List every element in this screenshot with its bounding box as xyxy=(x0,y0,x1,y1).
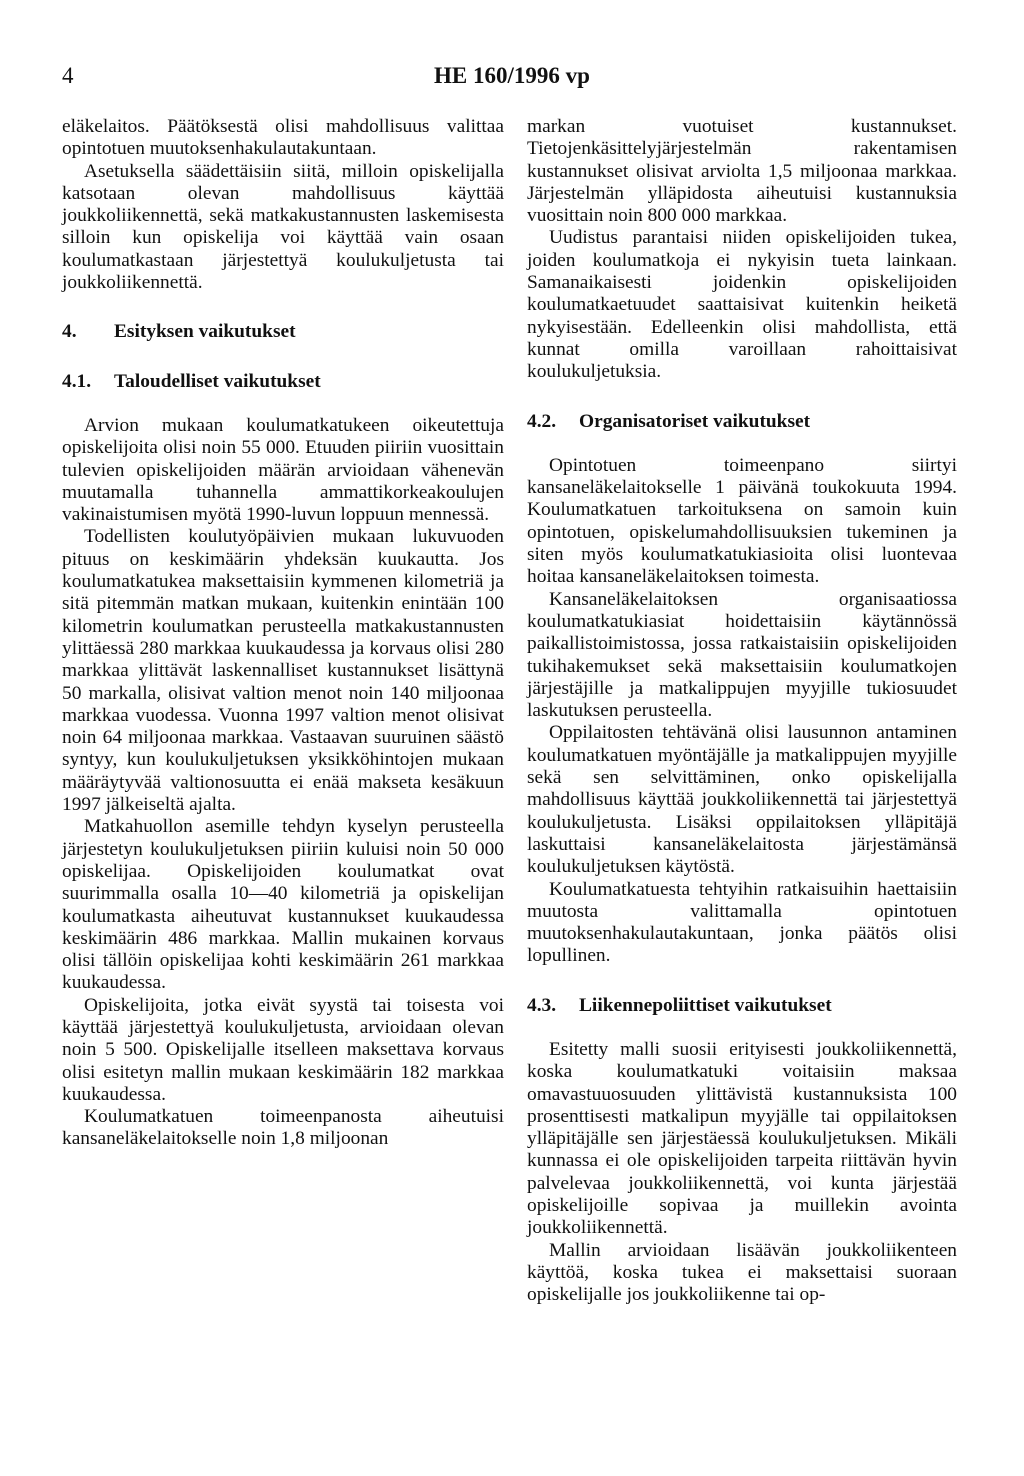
paragraph: Oppilaitosten tehtävänä olisi lausunnon antaminen koulumatkatuen myöntäjälle ja matkalippujen myyjille sekä sen selvittäminen, onko opiskelijalla mahdollisuus käyttää joukkoliikennettä tai järjestettyä koulukuljetusta. Lisäksi oppilaitoksen ylläpitäjä laskuttaisi kansaneläkelaitosta järjestämänsä koulukuljetuksen käytöstä. xyxy=(527,722,957,878)
paragraph: Arvion mukaan koulumatkatukeen oikeutettuja opiskelijoita olisi noin 55 000. Etuuden piiriin vuosittain tulevien opiskelijoiden määrän arvioidaan vähenevän muutamalla tuhannella ammattikorkeakoulujen vakinaistumisen myötä 1990-luvun loppuun mennessä. xyxy=(62,414,504,526)
paragraph: Kansaneläkelaitoksen organisaatiossa koulumatkatukiasiat hoidettaisiin käytännössä paikallistoimistossa, jossa ratkaistaisiin opiskelijoiden tukihakemukset sekä maksettaisiin koulumatkojen järjestäjille ja matkalippujen myyjille tukiosuudet laskutuksen perusteella. xyxy=(527,588,957,722)
paragraph: Koulumatkatuesta tehtyihin ratkaisuihin haettaisiin muutosta valittamalla opintotuen muutoksenhakulautakuntaan, jonka päätös olisi lopullinen. xyxy=(527,878,957,967)
paragraph: Asetuksella säädettäisiin siitä, milloin opiskelijalla katsotaan olevan mahdollisuus käyttää joukkoliikennettä, sekä matkakustannusten laskemisesta silloin kun opiskelija voi käyttää vain osaan koulumatkastaan järjestettyä koulukuljetusta tai joukkoliikennettä. xyxy=(62,160,504,294)
paragraph: Uudistus parantaisi niiden opiskelijoiden tukea, joiden koulumatkoja ei nykyisin tueta lainkaan. Samanaikaisesti joidenkin opiskelijoiden koulumatkaetuudet saattaisivat kuitenkin heiketä nykyisestään. Edelleenkin olisi mahdollista, että kunnat omilla varoillaan rahoittaisivat koulukuljetuksia. xyxy=(527,227,957,383)
section-title: Liikennepoliittiset vaikutukset xyxy=(579,994,832,1016)
paragraph: markan vuotuiset kustannukset. Tietojenkäsittelyjärjestelmän rakentamisen kustannukset olisivat arviolta 1,5 miljoonaa markkaa. Järjestelmän ylläpidosta aiheutuisi kustannuksia vuosittain noin 800 000 markkaa. xyxy=(527,116,957,227)
document-id: HE 160/1996 vp xyxy=(434,63,590,88)
section-heading xyxy=(62,321,504,343)
paragraph: Opintotuen toimeenpano siirtyi kansaneläkelaitokselle 1 päivänä toukokuuta 1994. Koulumatkatuen tarkoituksena on samoin kuin opintotuen, opiskelumahdollisuuksien tukeminen ja siten myös koulumatkatukiasioita olisi luontevaa hoitaa kansaneläkelaitoksen toimesta. xyxy=(527,454,957,588)
paragraph: Opiskelijoita, jotka eivät syystä tai toisesta voi käyttää järjestettyä koulukuljetusta, arvioidaan olevan noin 5 500. Opiskelijalle itselleen maksettava korvaus olisi esitetyn mallin mukaan keskimäärin 182 markkaa kuukaudessa. xyxy=(62,994,504,1105)
paragraph: Koulumatkatuen toimeenpanosta aiheutuisi kansaneläkelaitokselle noin 1,8 miljoonan xyxy=(62,1106,504,1150)
section-number: 4. xyxy=(62,321,77,343)
subsection-heading xyxy=(527,995,957,1017)
subsection-heading xyxy=(62,371,504,393)
paragraph: Mallin arvioidaan lisäävän joukkoliikenteen käyttöä, koska tukea ei maksettaisi suoraan opiskelijalle jos joukkoliikenne tai op- xyxy=(527,1239,957,1306)
section-number: 4.1. xyxy=(62,370,92,392)
section-number: 4.2. xyxy=(527,410,557,432)
subsection-heading xyxy=(527,411,957,433)
right-column xyxy=(527,116,957,1307)
paragraph: Esitetty malli suosii erityisesti joukkoliikennettä, koska koulumatkatuki voitaisiin maksaa omavastuuosuuden ylittävistä kustannuksista 100 prosenttisesti matkalipun myyjälle tai oppilaitoksen ylläpitäjälle sen järjestäessä koulukuljetuksen. Mikäli kunnassa ei ole opiskelijoiden tarpeita riittävän hyvin palvelevaa joukkoliikennettä, voi kunta järjestää opiskelijoille sopivaa ja muillekin avointa joukkoliikennettä. xyxy=(527,1038,957,1239)
paragraph: eläkelaitos. Päätöksestä olisi mahdollisuus valittaa opintotuen muutoksenhakulautakuntaan. xyxy=(62,116,504,160)
paragraph: Matkahuollon asemille tehdyn kyselyn perusteella järjestetyn koulukuljetuksen piiriin kuluisi noin 50 000 opiskelijaa. Opiskelijoiden koulumatkat ovat suurimmalla osalla 10—40 kilometriä ja opiskelijan koulumatkasta aiheutuvat kustannukset kuukaudessa keskimäärin 486 markkaa. Mallin mukainen korvaus olisi tällöin opiskelijaa kohti keskimäärin 261 markkaa kuukaudessa. xyxy=(62,816,504,994)
paragraph: Todellisten koulutyöpäivien mukaan lukuvuoden pituus on keskimäärin yhdeksän kuukautta. Jos koulumatkatukea maksettaisiin kymmenen kilometriä ja sitä pitemmän matkan mukaan, kuitenkin enintään 100 kilometrin koulumatkan perusteella matkakustannusten ylittäessä 280 markkaa kuukaudessa ja korvaus olisi 280 markkaa ylittävät laskennalliset kustannukset lisättynä 50 markalla, olisivat valtion menot noin 140 miljoonaa markkaa vuodessa. Vuonna 1997 valtion menot olisivat noin 64 miljoonaa markkaa. Vastaavan suuruinen säästö syntyy, kun koulukuljetuksen yksikköhintojen mukaan määräytyvää valtionosuutta ei enää makseta kesäkuun 1997 jälkeiseltä ajalta. xyxy=(62,526,504,816)
section-number: 4.3. xyxy=(527,994,557,1016)
section-title: Esityksen vaikutukset xyxy=(114,321,296,343)
section-title: Taloudelliset vaikutukset xyxy=(114,370,321,392)
section-title: Organisatoriset vaikutukset xyxy=(579,410,811,432)
left-column xyxy=(62,116,504,1151)
page-number: 4 xyxy=(62,63,74,88)
